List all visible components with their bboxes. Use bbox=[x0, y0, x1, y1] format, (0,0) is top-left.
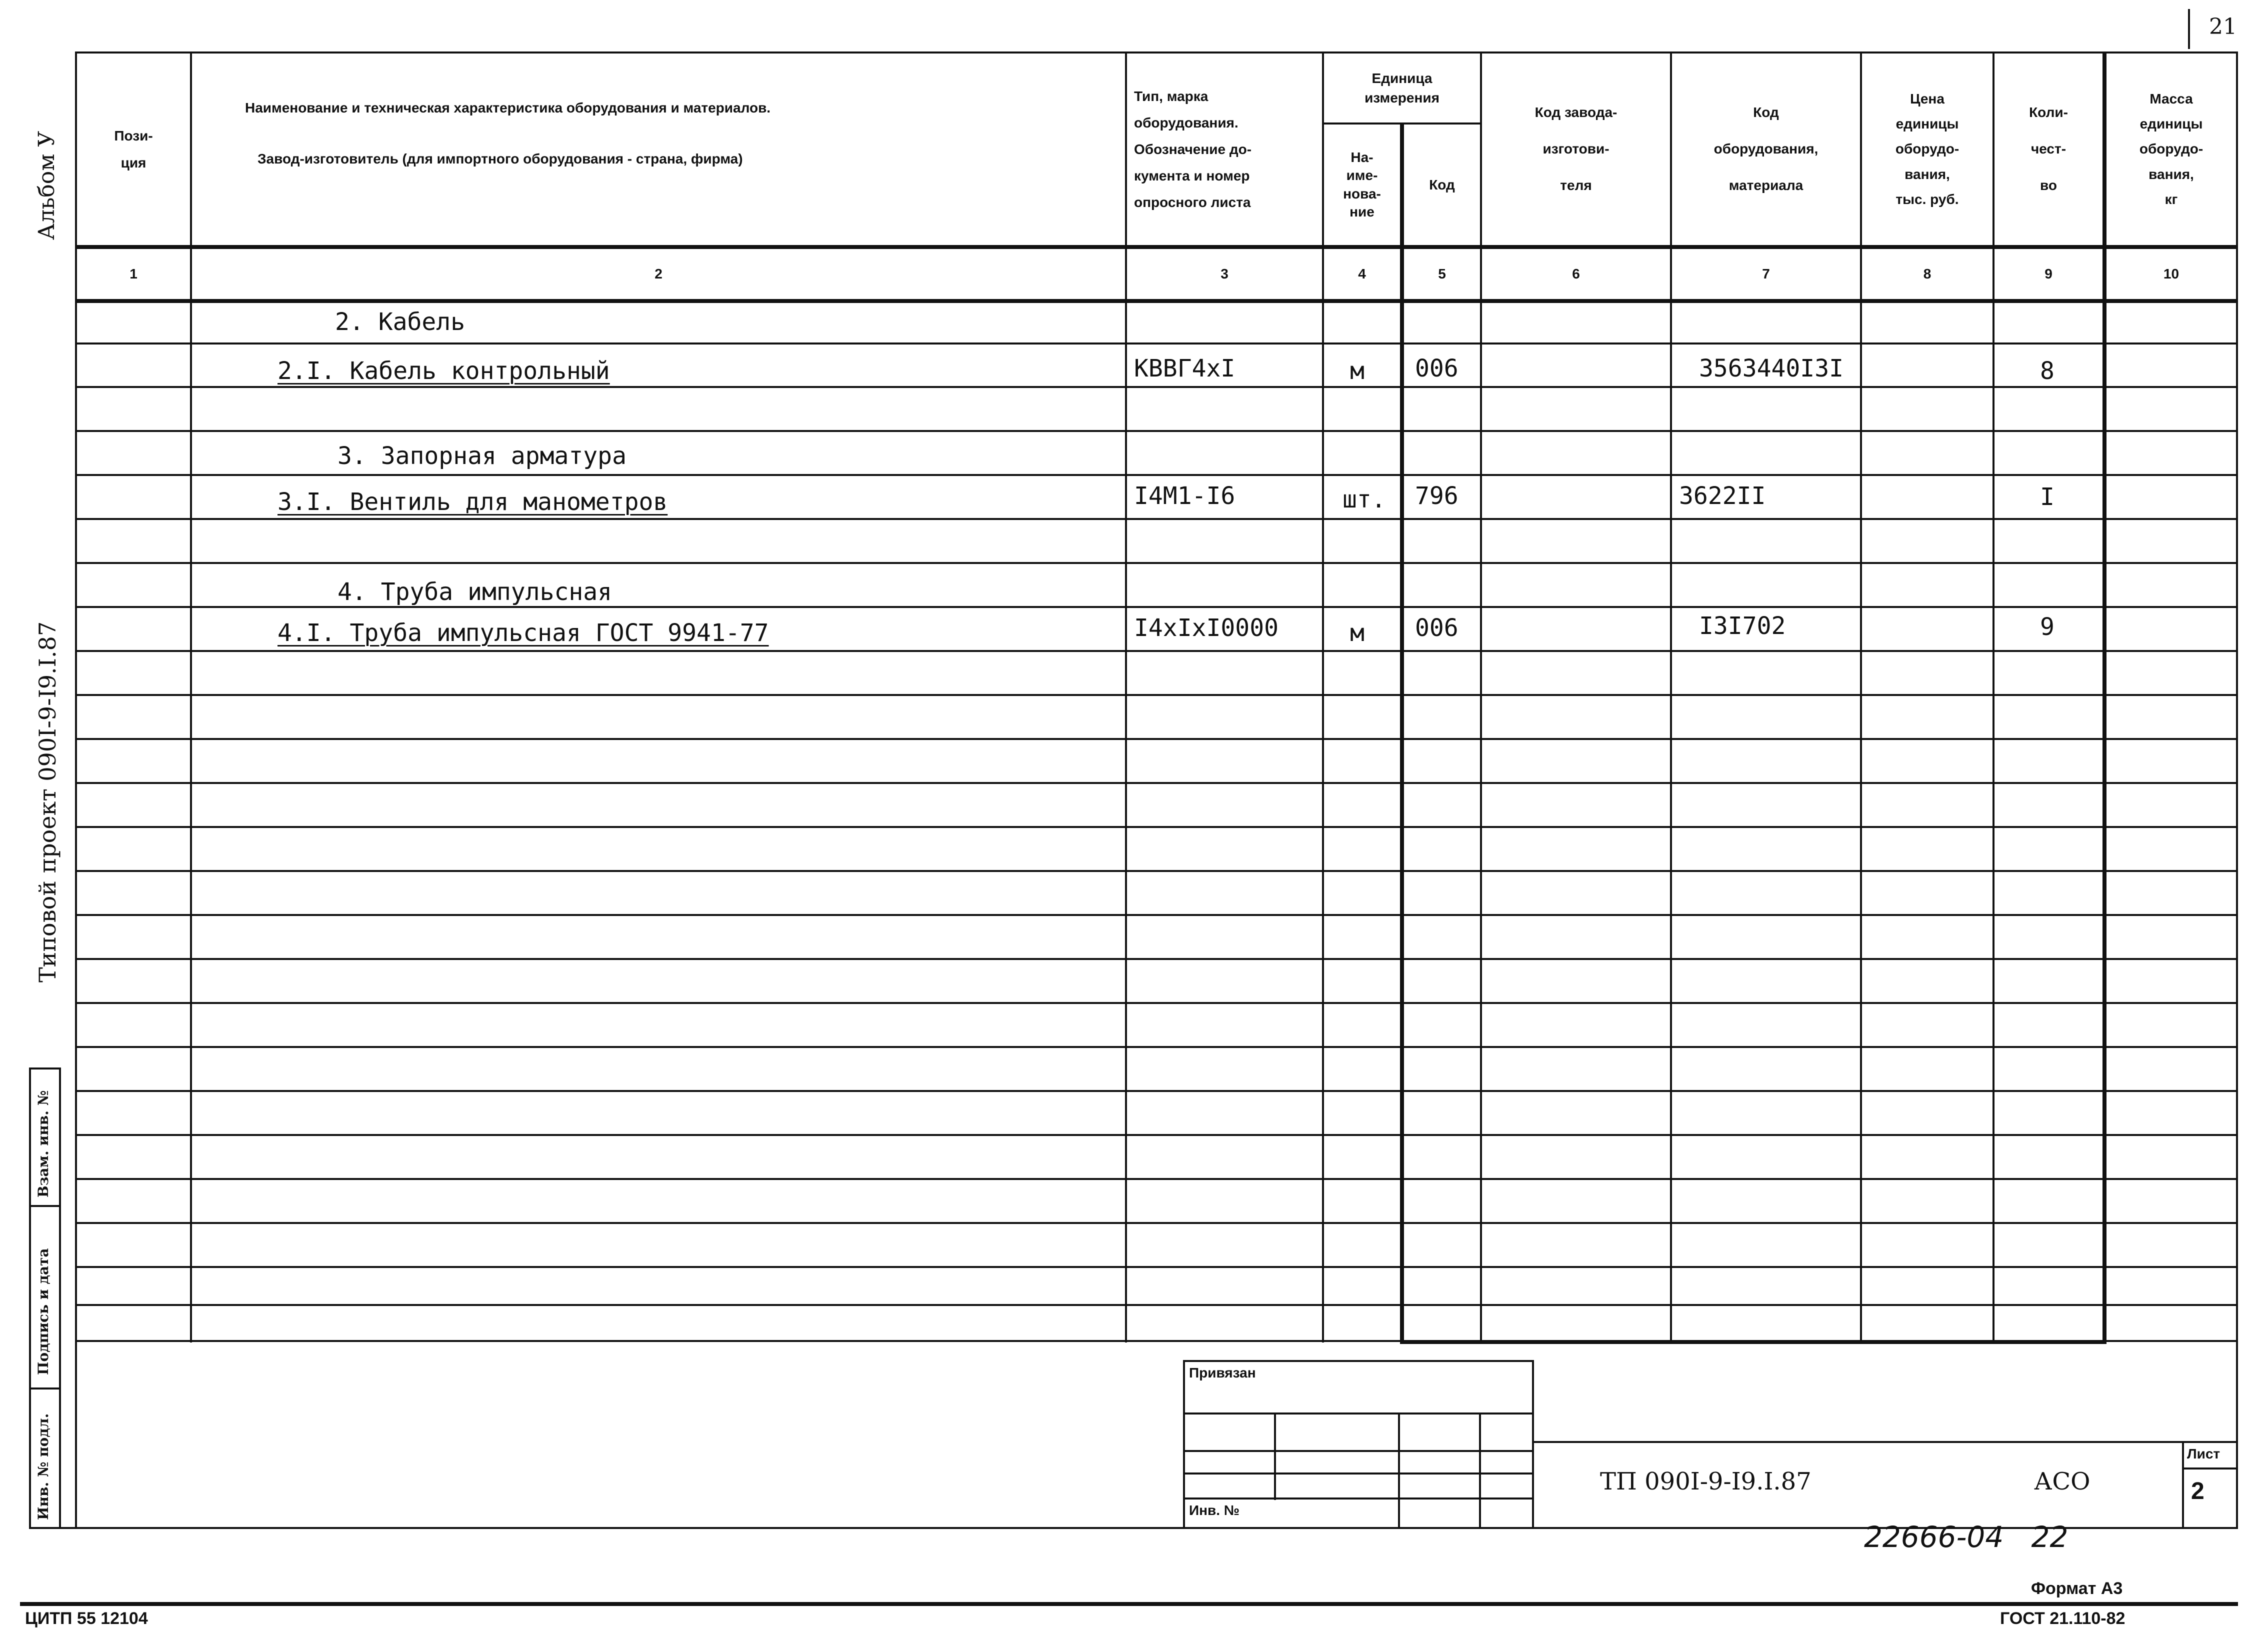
colnum-3: 3 bbox=[1220, 266, 1228, 282]
header-unit-name: На- име- нова- ние bbox=[1343, 149, 1381, 220]
row-line bbox=[75, 1002, 2238, 1004]
tb-inner-v3 bbox=[1479, 1412, 1481, 1527]
header-unit-code: Код bbox=[1429, 176, 1455, 192]
col-line-8 bbox=[1992, 52, 1994, 1342]
row-line bbox=[75, 694, 2238, 696]
doc-code: ТП 090I-9-I9.I.87 bbox=[1600, 1468, 1812, 1496]
item-quantity: 9 bbox=[2040, 613, 2054, 641]
row-line bbox=[75, 606, 2238, 608]
item-unit: м bbox=[1350, 357, 1364, 385]
item-type: I4М1-I6 bbox=[1134, 482, 1236, 510]
header-price: Цена единицы оборудо- вания, тыс. руб. bbox=[1895, 90, 1960, 208]
project-label: Типовой проект 090I-9-I9.I.87 bbox=[34, 621, 61, 982]
col-line-4 bbox=[1400, 122, 1404, 1342]
row-line bbox=[75, 430, 2238, 432]
row-line bbox=[75, 738, 2238, 740]
col-line-2 bbox=[1125, 52, 1127, 1342]
stamp-top bbox=[29, 1068, 61, 1070]
format-label: Формат А3 bbox=[2031, 1579, 2123, 1598]
page-number-tick bbox=[2188, 9, 2190, 49]
item-equipment-code: 3622II bbox=[1679, 482, 1766, 510]
row-line bbox=[75, 826, 2238, 828]
printer-mark: ЦИТП 55 12104 bbox=[25, 1609, 148, 1628]
row-line bbox=[75, 870, 2238, 872]
row-line bbox=[75, 1090, 2238, 1092]
item-unit: м bbox=[1350, 619, 1364, 647]
privyazan-label: Привязан bbox=[1189, 1365, 1256, 1380]
col-line-1 bbox=[190, 52, 192, 1342]
row-line bbox=[75, 386, 2238, 388]
col-line-5 bbox=[1480, 52, 1482, 1342]
colnum-8: 8 bbox=[1923, 266, 1932, 282]
header-equipment-code: Код оборудования, материала bbox=[1714, 104, 1818, 193]
item-unit-code: 006 bbox=[1415, 614, 1458, 642]
colnum-10: 10 bbox=[2163, 266, 2180, 282]
tb-line-2 bbox=[1183, 1450, 1534, 1452]
row-line bbox=[75, 1222, 2238, 1224]
header-mass: Масса единицы оборудо- вания, кг bbox=[2139, 90, 2204, 208]
header-factory-code: Код завода- изготови- теля bbox=[1534, 104, 1618, 193]
designation-top bbox=[1532, 1441, 2238, 1443]
item-type: I4хIхI0000 bbox=[1134, 614, 1278, 642]
stamp-inv-podl: Инв. № подл. bbox=[35, 1413, 52, 1520]
sheet-box-left bbox=[2182, 1441, 2184, 1527]
tb-right bbox=[1532, 1360, 1534, 1527]
row-line bbox=[75, 1178, 2238, 1180]
inv-no-label: Инв. № bbox=[1189, 1502, 1240, 1518]
colnum-2: 2 bbox=[654, 266, 662, 282]
row-line bbox=[75, 1304, 2238, 1306]
item-quantity: I bbox=[2040, 483, 2054, 511]
header-bottom-line bbox=[75, 245, 2238, 249]
tb-inner-v2 bbox=[1398, 1412, 1400, 1527]
item-name: 2.I. Кабель контрольный bbox=[278, 357, 610, 385]
row-line bbox=[75, 958, 2238, 960]
stamp-divider bbox=[59, 1068, 61, 1528]
stamp-sep-1 bbox=[29, 1205, 61, 1207]
col-line-3 bbox=[1322, 52, 1324, 1342]
row-line bbox=[75, 782, 2238, 784]
item-name: 3.I. Вентиль для манометров bbox=[278, 488, 668, 516]
item-type: КВВГ4хI bbox=[1134, 354, 1236, 382]
stamp-vzam-inv: Взам. инв. № bbox=[35, 1090, 52, 1198]
row-line bbox=[75, 1134, 2238, 1136]
set-code: АСО bbox=[2034, 1468, 2090, 1496]
section-heading: 4. Труба импульсная bbox=[338, 578, 612, 606]
tb-line-3 bbox=[1183, 1472, 1534, 1474]
colnum-9: 9 bbox=[2044, 266, 2052, 282]
row-line bbox=[75, 914, 2238, 916]
tb-line-1 bbox=[1183, 1412, 1534, 1414]
col-line-9 bbox=[2102, 52, 2106, 1342]
header-position: Пози- ция bbox=[114, 128, 153, 170]
item-unit-code: 006 bbox=[1415, 354, 1458, 382]
colnum-1: 1 bbox=[130, 266, 138, 282]
album-label: Альбом У bbox=[34, 130, 60, 240]
sheet-box-divider bbox=[2182, 1468, 2238, 1470]
col-line-7 bbox=[1860, 52, 1862, 1342]
item-quantity: 8 bbox=[2040, 357, 2054, 385]
colnum-4: 4 bbox=[1358, 266, 1366, 282]
header-quantity: Коли- чест- во bbox=[2029, 104, 2068, 193]
handwritten-number: 22666-04 22 bbox=[1864, 1520, 2068, 1554]
header-name-line2: Завод-изготовитель (для импортного оборудования - страна, фирма) bbox=[258, 151, 743, 166]
stamp-left-border bbox=[29, 1068, 31, 1528]
section-heading: 3. Запорная арматура bbox=[338, 442, 626, 470]
item-equipment-code: I3I702 bbox=[1699, 612, 1786, 640]
row-line bbox=[75, 1046, 2238, 1048]
page-number: 21 bbox=[2209, 14, 2237, 40]
footer-line bbox=[20, 1602, 2238, 1606]
tb-inner-v1 bbox=[1274, 1412, 1276, 1500]
row-line bbox=[75, 650, 2238, 652]
stamp-sep-2 bbox=[29, 1388, 61, 1390]
tb-top bbox=[1183, 1360, 1534, 1362]
col-line-6 bbox=[1670, 52, 1672, 1342]
colnum-6: 6 bbox=[1572, 266, 1580, 282]
tb-left bbox=[1183, 1360, 1185, 1527]
item-unit-code: 796 bbox=[1415, 482, 1458, 510]
sheet-label: Лист bbox=[2187, 1446, 2220, 1462]
header-unit-group: Единица измерения bbox=[1364, 70, 1440, 106]
item-name: 4.I. Труба импульсная ГОСТ 9941-77 bbox=[278, 619, 769, 647]
row-line bbox=[75, 1266, 2238, 1268]
row-line bbox=[75, 562, 2238, 564]
row-line bbox=[75, 342, 2238, 344]
gost-mark: ГОСТ 21.110-82 bbox=[2000, 1609, 2126, 1628]
section-heading: 2. Кабель bbox=[335, 308, 466, 336]
item-unit: шт. bbox=[1342, 486, 1386, 514]
colnum-7: 7 bbox=[1762, 266, 1770, 282]
table-bottom-line bbox=[75, 1340, 2238, 1342]
row-line bbox=[75, 474, 2238, 476]
sheet-number: 2 bbox=[2191, 1478, 2204, 1504]
tb-line-4 bbox=[1183, 1498, 1534, 1500]
colnum-5: 5 bbox=[1438, 266, 1446, 282]
frame-right bbox=[2236, 52, 2238, 1529]
colnum-bottom-line bbox=[75, 299, 2238, 303]
header-name-line1: Наименование и техническая характеристика оборудования и материалов. bbox=[245, 100, 771, 116]
item-equipment-code: 3563440I3I bbox=[1699, 354, 1844, 382]
row-line bbox=[75, 518, 2238, 520]
stamp-podpis: Подпись и дата bbox=[35, 1248, 52, 1375]
header-type: Тип, марка оборудования. Обозначение до- кумента и номер опросного листа bbox=[1134, 88, 1252, 210]
